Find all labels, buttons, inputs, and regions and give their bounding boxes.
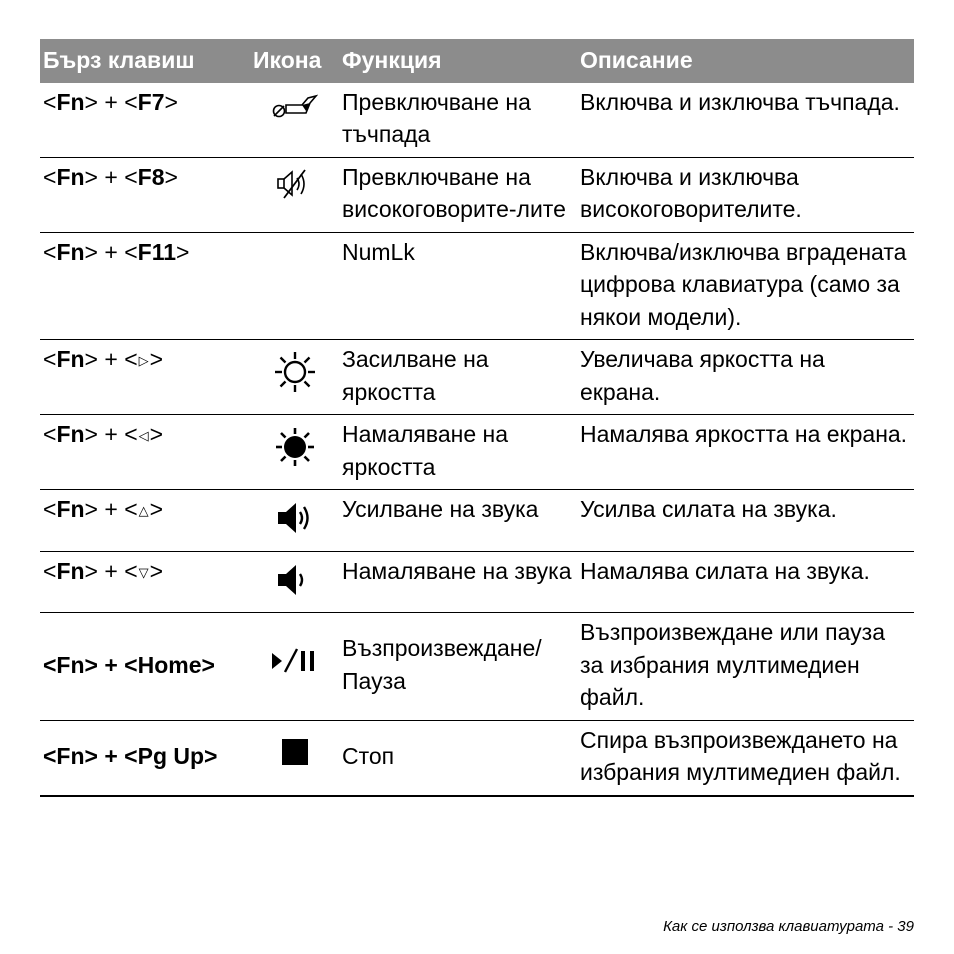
- up-triangle-key: △: [138, 503, 149, 518]
- description-cell: Включва и изключва тъчпада.: [577, 83, 914, 158]
- hotkey-cell: <Fn> + <▽>: [40, 551, 250, 613]
- description-cell: Увеличава яркостта на екрана.: [577, 340, 914, 415]
- hotkey-table: [40, 39, 914, 797]
- hotkey-cell: <Fn> + <△>: [40, 490, 250, 552]
- touchpad-toggle-icon: [272, 93, 318, 128]
- table-row: [40, 340, 914, 415]
- right-triangle-key: ▷: [138, 353, 149, 368]
- speaker-mute-icon: [275, 168, 315, 209]
- function-cell: NumLk: [339, 232, 577, 340]
- hotkey-cell: <Fn> + <Pg Up>: [40, 720, 250, 796]
- table-row: [40, 613, 914, 721]
- table-row: [40, 232, 914, 340]
- header-icon: Икона: [250, 39, 339, 83]
- description-cell: Включва и изключва високоговорителите.: [577, 157, 914, 232]
- description-cell: Възпроизвеждане или пауза за избрания мултимедиен файл.: [577, 613, 914, 721]
- left-triangle-key: ◁: [138, 428, 149, 443]
- page-footer: Как се използва клавиатурата - 39: [663, 918, 914, 935]
- brightness-up-icon: [273, 350, 317, 403]
- function-cell: Засилване на яркостта: [339, 340, 577, 415]
- table-header-row: [40, 39, 914, 83]
- header-key: Бърз клавиш: [40, 39, 250, 83]
- hotkey-cell: <Fn> + <▷>: [40, 340, 250, 415]
- description-cell: Спира възпроизвеждането на избрания мултимедиен файл.: [577, 720, 914, 796]
- table-row: [40, 157, 914, 232]
- brightness-down-icon: [273, 425, 317, 478]
- header-description: Описание: [577, 39, 914, 83]
- hotkey-cell: <Fn> + <◁>: [40, 415, 250, 490]
- down-triangle-key: ▽: [138, 564, 149, 580]
- function-cell: Възпроизвеждане/ Пауза: [339, 613, 577, 721]
- description-cell: Включва/изключва вградената цифрова клавиатура (само за някои модели).: [577, 232, 914, 340]
- hotkey-cell: <Fn> + <F8>: [40, 157, 250, 232]
- description-cell: Намалява силата на звука.: [577, 551, 914, 613]
- function-cell: Намаляване на звука: [339, 551, 577, 613]
- stop-icon: [280, 737, 310, 776]
- play-pause-icon: [270, 646, 320, 685]
- function-cell: Намаляване на яркостта: [339, 415, 577, 490]
- function-cell: Усилване на звука: [339, 490, 577, 552]
- volume-down-icon: [275, 562, 315, 607]
- table-row: [40, 83, 914, 158]
- table-row: [40, 415, 914, 490]
- function-cell: Стоп: [339, 720, 577, 796]
- description-cell: Усилва силата на звука.: [577, 490, 914, 552]
- hotkey-cell: <Fn> + <Home>: [40, 613, 250, 721]
- table-row: [40, 490, 914, 552]
- description-cell: Намалява яркостта на екрана.: [577, 415, 914, 490]
- function-cell: Превключване на тъчпада: [339, 83, 577, 158]
- hotkey-cell: <Fn> + <F7>: [40, 83, 250, 158]
- header-function: Функция: [339, 39, 577, 83]
- table-row: [40, 551, 914, 613]
- hotkey-cell: <Fn> + <F11>: [40, 232, 250, 340]
- volume-up-icon: [275, 500, 315, 545]
- table-row: [40, 720, 914, 796]
- function-cell: Превключване на високоговорите-лите: [339, 157, 577, 232]
